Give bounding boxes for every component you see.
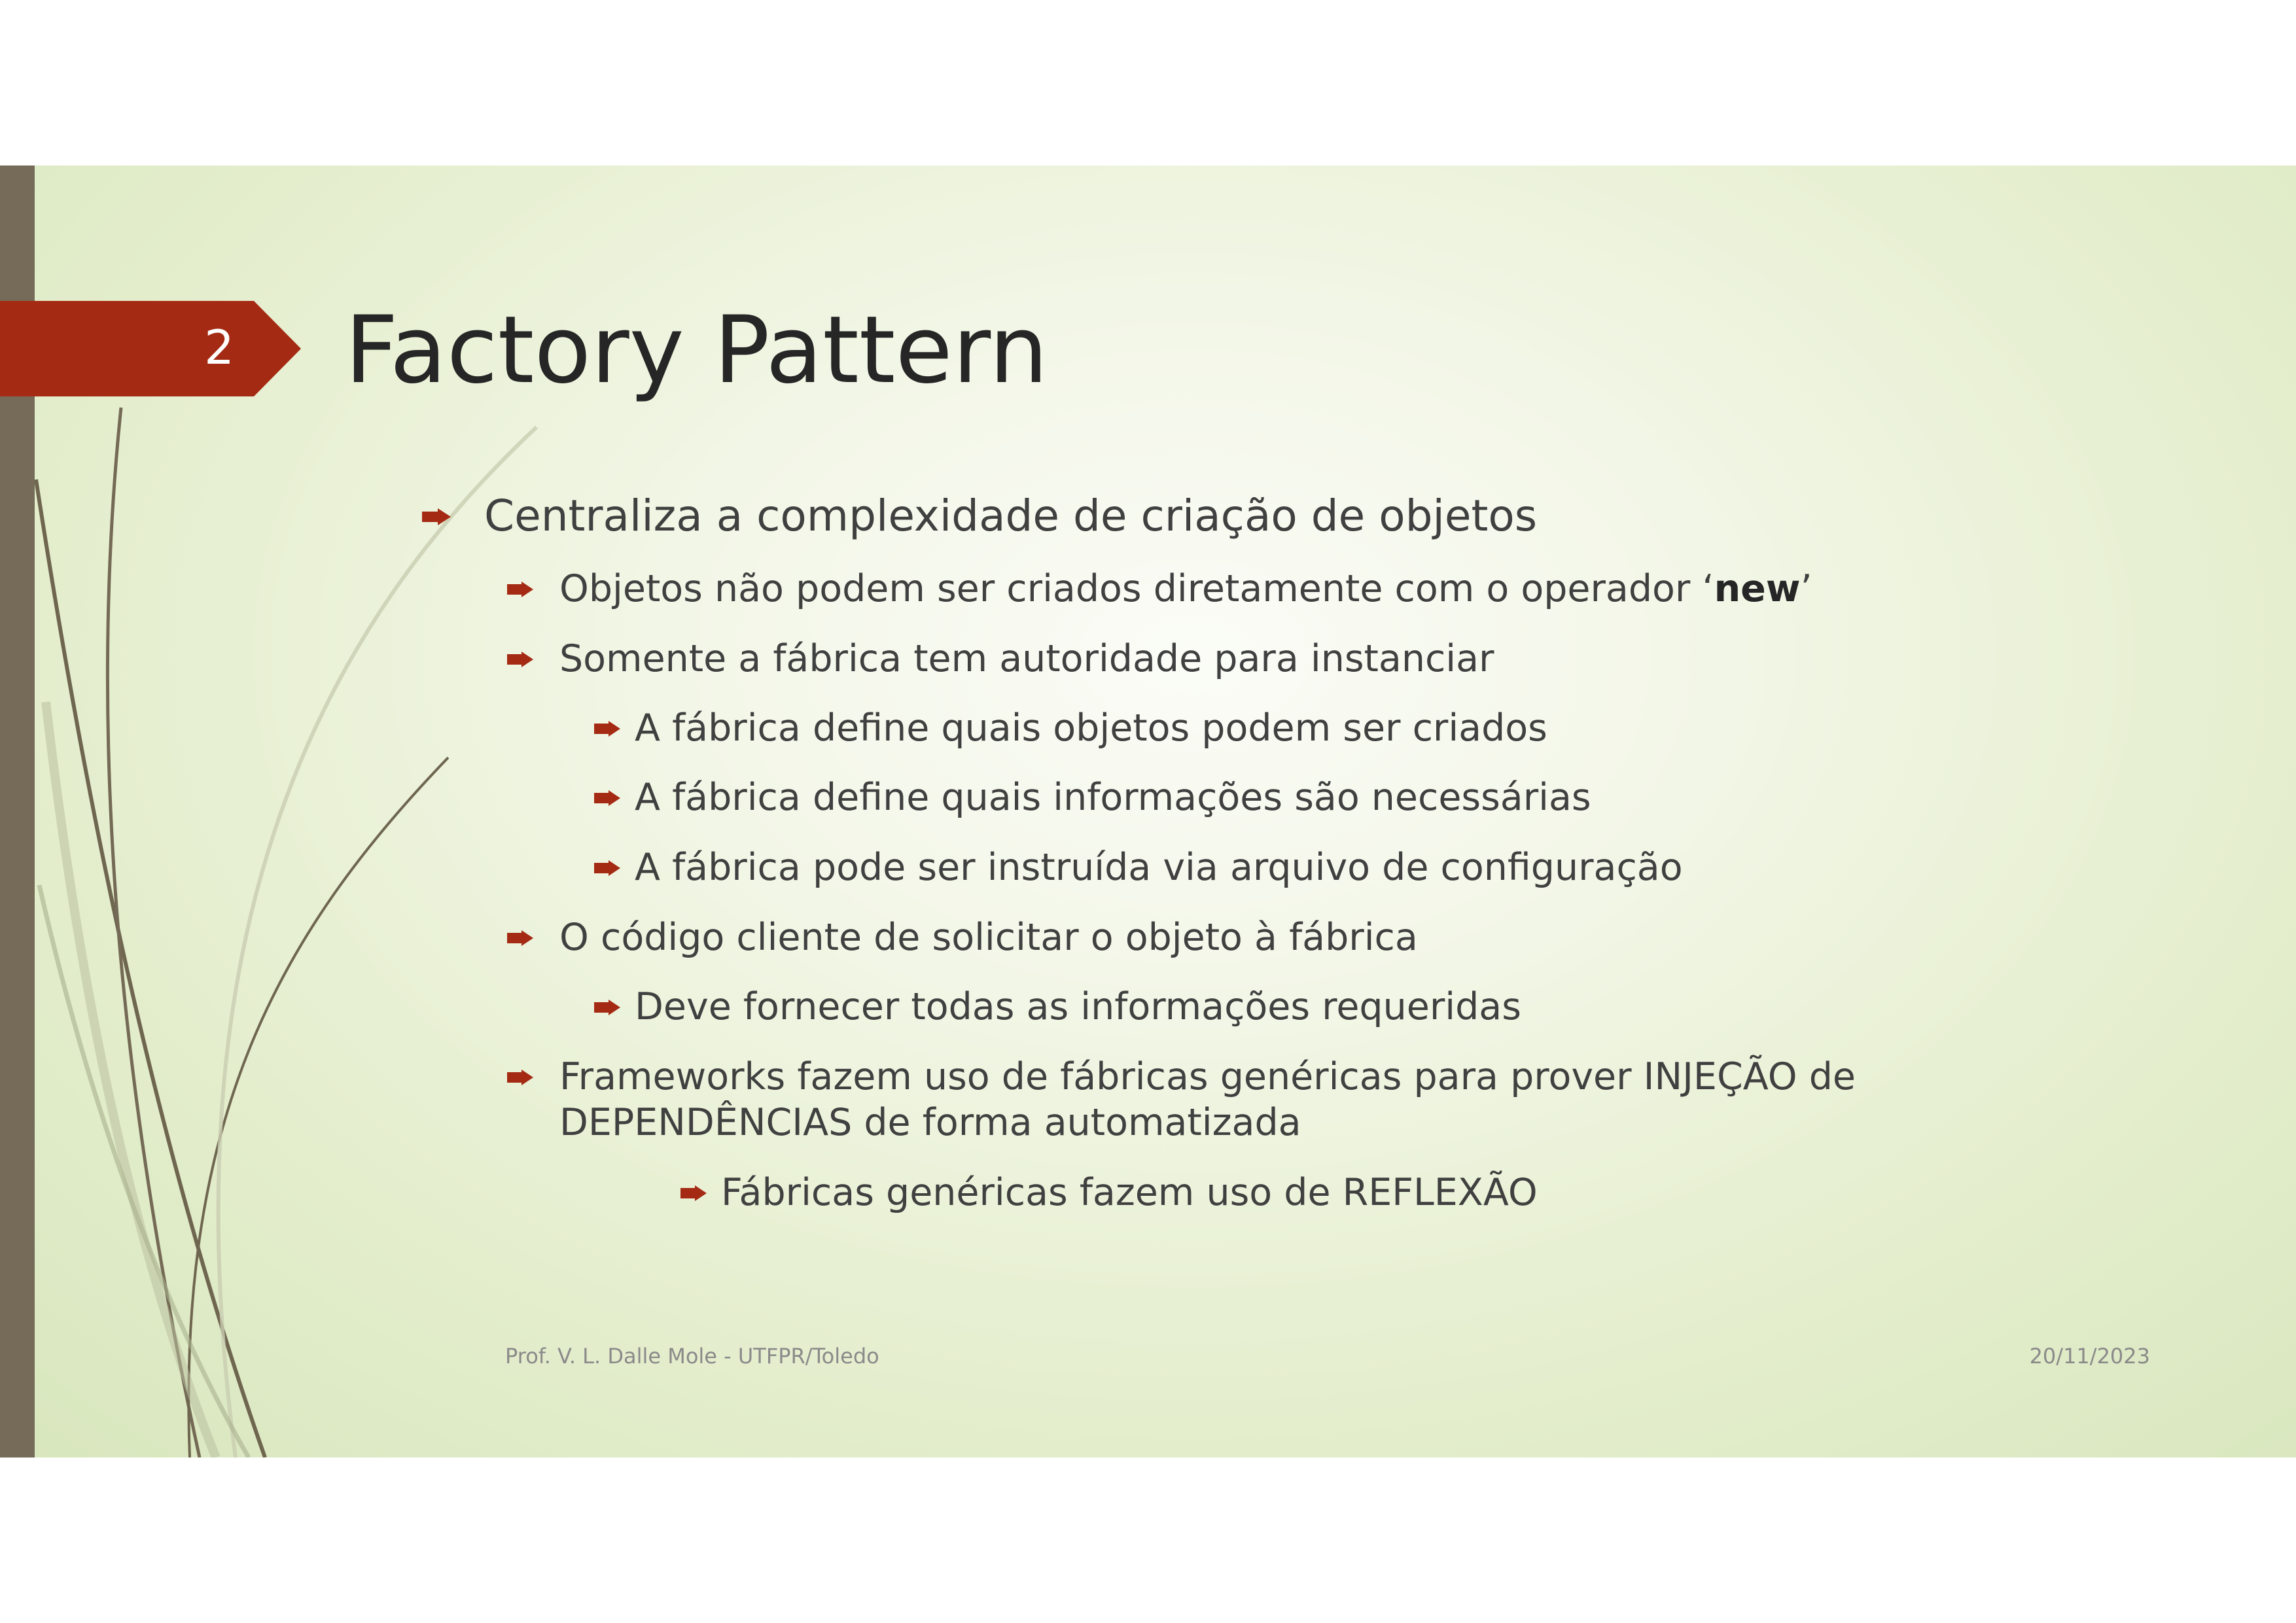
bullet-text: Somente a fábrica tem autoridade para instanciar [559,637,1494,680]
bullet-text: A fábrica define quais objetos podem ser criados [635,707,1547,750]
bullet-text-main: Objetos não podem ser criados diretamente com o operador ‘ [559,567,1714,610]
bullet-item [507,915,1418,960]
bullet-item [422,490,1537,542]
arrow-bullet-icon [594,721,620,737]
arrow-bullet-icon [594,860,620,876]
arrow-bullet-icon [422,508,451,525]
arrow-bullet-icon [507,930,533,946]
arrow-bullet-icon [680,1185,707,1201]
bullet-item [507,1054,1999,1145]
slide [0,166,2296,1457]
bullet-item [507,566,1812,612]
arrow-bullet-icon [507,582,533,597]
bullet-text: Fábricas genéricas fazem uso de REFLEXÃO [721,1171,1538,1214]
bullet-item [680,1170,1538,1215]
bullet-text-bold: new [1714,567,1801,610]
bullet-text: O código cliente de solicitar o objeto à fábrica [559,916,1418,959]
bullet-text: Centraliza a complexidade de criação de objetos [484,491,1538,541]
bullet-item [594,845,1683,890]
bullet-text: A fábrica define quais informações são necessárias [635,776,1591,819]
footer-author: Prof. V. L. Dalle Mole - UTFPR/Toledo [505,1344,879,1369]
arrow-bullet-icon [507,652,533,667]
bullet-item [594,705,1547,751]
slide-title: Factory Pattern [345,296,1048,404]
bullet-text-suffix: ’ [1800,567,1812,610]
bullet-item [507,636,1494,682]
bullet-text: A fábrica pode ser instruída via arquivo de configuração [635,846,1683,889]
bullet-list [0,166,2296,1457]
bullet-text: Deve fornecer todas as informações requeridas [635,985,1521,1028]
slide-number: 2 [204,320,234,375]
bullet-text [507,566,1812,612]
bullet-item [594,984,1521,1030]
footer-date: 20/11/2023 [2029,1344,2150,1369]
bullet-item [594,775,1591,820]
arrow-bullet-icon [594,790,620,806]
bullet-text: Frameworks fazem uso de fábricas genéricas para prover INJEÇÃO de DEPENDÊNCIAS de forma automatizada [559,1055,1856,1144]
arrow-bullet-icon [594,1000,620,1015]
arrow-bullet-icon [507,1070,533,1085]
